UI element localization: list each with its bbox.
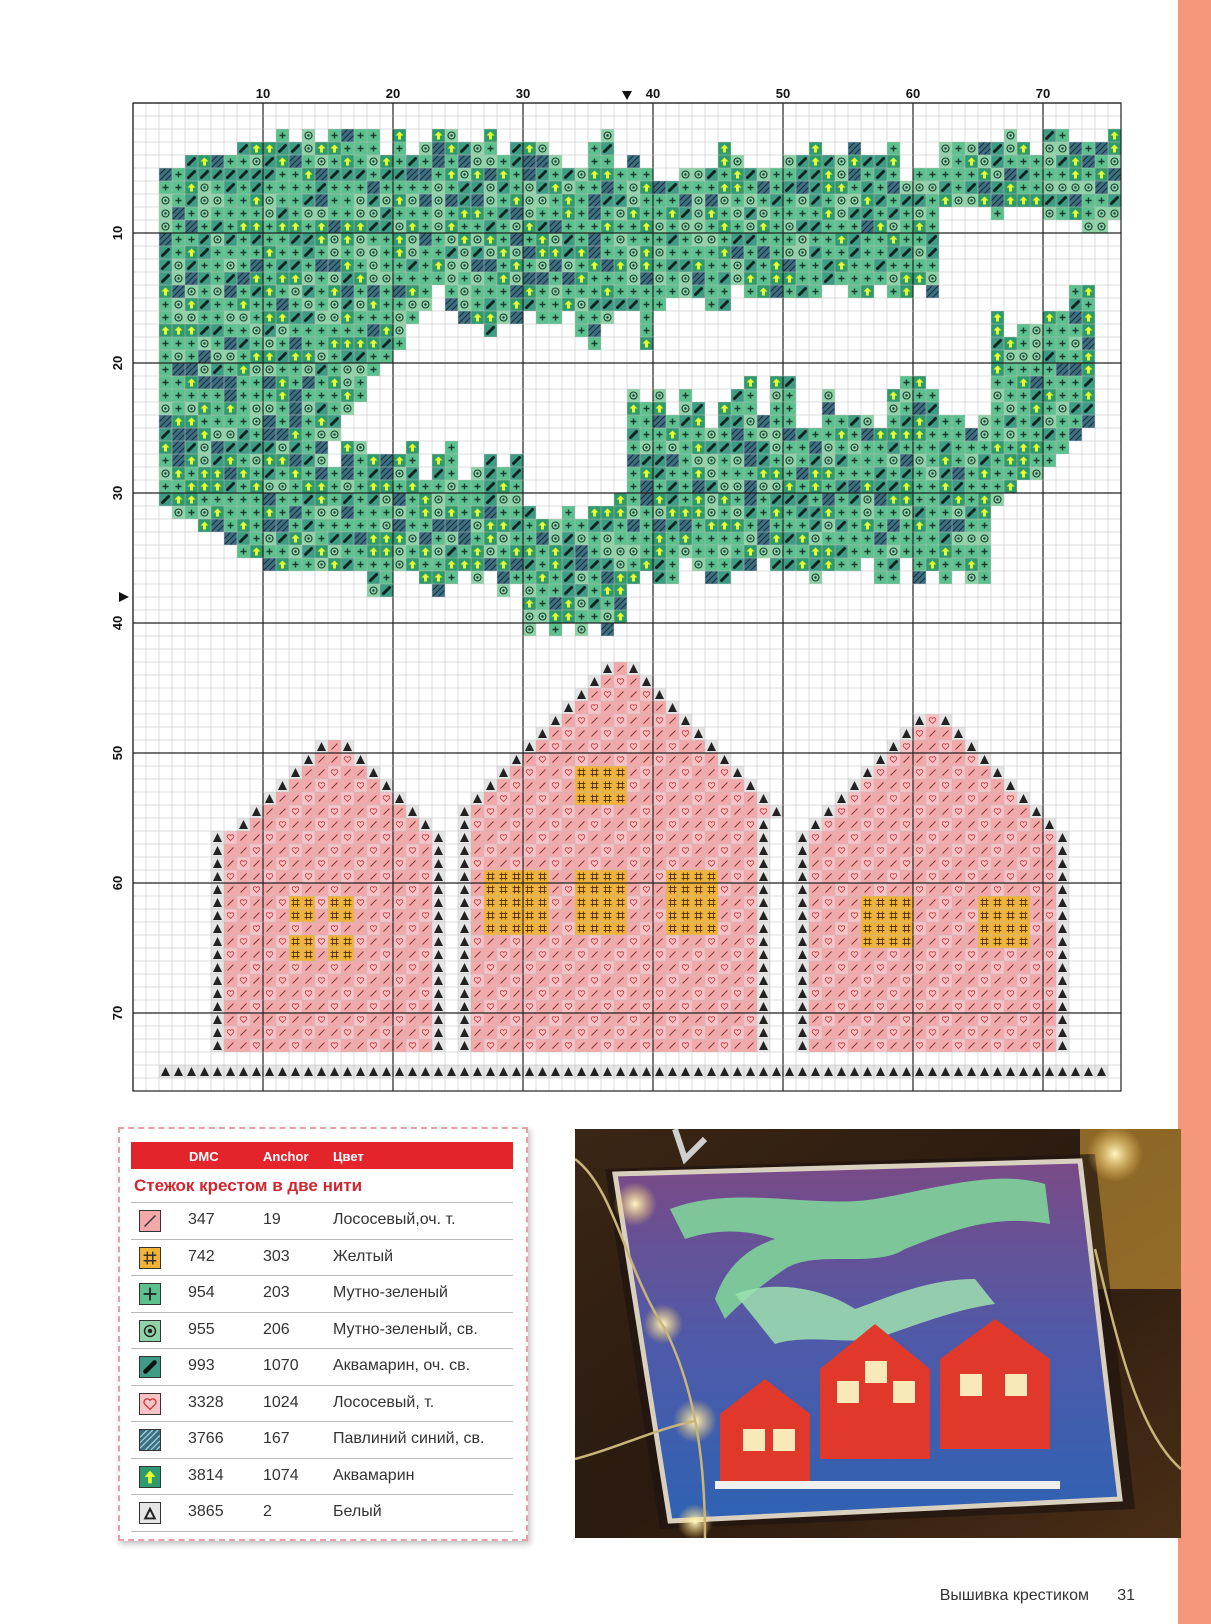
legend-row xyxy=(131,1385,513,1422)
anchor-code: 1024 xyxy=(263,1393,299,1411)
color-key xyxy=(118,1127,528,1541)
legend-header xyxy=(131,1142,513,1169)
hash-icon xyxy=(139,1247,161,1269)
finished-embroidery-photo xyxy=(575,1129,1181,1538)
legend-row xyxy=(131,1421,513,1458)
dmc-code: 3766 xyxy=(188,1430,224,1447)
x-tick-label: 10 xyxy=(255,86,271,101)
header-anchor: Anchor xyxy=(263,1149,309,1164)
legend-row xyxy=(131,1239,513,1276)
x-tick-label: 60 xyxy=(905,86,921,101)
y-tick-label: 10 xyxy=(110,225,125,241)
color-name: Желтый xyxy=(333,1247,394,1265)
legend-row xyxy=(131,1494,513,1532)
legend-row xyxy=(131,1202,513,1239)
page-number: 31 xyxy=(1117,1587,1135,1604)
color-name: Мутно-зеленый xyxy=(333,1284,448,1301)
legend-subtitle: Стежок крестом в две нити xyxy=(134,1176,363,1195)
dmc-code: 954 xyxy=(188,1284,215,1301)
dmc-code: 347 xyxy=(188,1211,215,1228)
anchor-code: 1070 xyxy=(263,1357,299,1374)
y-tick-label: 50 xyxy=(110,745,125,761)
y-tick-label: 60 xyxy=(110,875,125,891)
anchor-code: 303 xyxy=(263,1247,290,1265)
heart-icon xyxy=(139,1393,161,1415)
page-edge-accent xyxy=(1178,0,1211,1624)
color-name: Белый xyxy=(333,1503,382,1520)
dmc-code: 3814 xyxy=(188,1466,224,1484)
anchor-code: 2 xyxy=(263,1503,272,1520)
arrow-up-icon xyxy=(139,1466,161,1488)
legend-row xyxy=(131,1312,513,1349)
dmc-code: 3328 xyxy=(188,1393,224,1411)
color-name: Аквамарин xyxy=(333,1466,415,1484)
dmc-code: 993 xyxy=(188,1357,215,1374)
dmc-code: 955 xyxy=(188,1320,215,1338)
center-marker-top xyxy=(622,91,632,100)
anchor-code: 19 xyxy=(263,1211,281,1228)
legend-row xyxy=(131,1275,513,1312)
stripes-icon xyxy=(139,1429,161,1451)
anchor-code: 206 xyxy=(263,1320,290,1338)
color-name: Павлиний синий, св. xyxy=(333,1430,485,1447)
dmc-code: 742 xyxy=(188,1247,215,1265)
x-tick-label: 70 xyxy=(1035,86,1051,101)
triangle-icon xyxy=(139,1502,161,1524)
legend-rows xyxy=(131,1202,513,1532)
x-tick-label: 20 xyxy=(385,86,401,101)
anchor-code: 203 xyxy=(263,1284,290,1301)
y-tick-label: 20 xyxy=(110,355,125,371)
header-color: Цвет xyxy=(333,1149,364,1164)
ring-dot-icon xyxy=(139,1320,161,1342)
y-tick-label: 30 xyxy=(110,485,125,501)
pill-icon xyxy=(139,1356,161,1378)
y-tick-label: 70 xyxy=(110,1005,125,1021)
section-title: Вышивка крестиком xyxy=(939,1587,1089,1604)
anchor-code: 1074 xyxy=(263,1466,299,1484)
dmc-code: 3865 xyxy=(188,1503,224,1520)
legend-row xyxy=(131,1348,513,1385)
y-tick-label: 40 xyxy=(110,615,125,631)
slash-icon xyxy=(139,1210,161,1232)
color-name: Лососевый,оч. т. xyxy=(333,1211,456,1228)
x-tick-label: 30 xyxy=(515,86,531,101)
x-tick-label: 50 xyxy=(775,86,791,101)
cross-stitch-chart xyxy=(98,80,1138,1105)
center-marker-left xyxy=(119,592,129,602)
anchor-code: 167 xyxy=(263,1430,290,1447)
x-tick-label: 40 xyxy=(645,86,661,101)
legend-row xyxy=(131,1458,513,1495)
header-dmc: DMC xyxy=(189,1149,219,1164)
plus-icon xyxy=(139,1283,161,1305)
color-name: Мутно-зеленый, св. xyxy=(333,1320,478,1338)
color-name: Аквамарин, оч. св. xyxy=(333,1357,471,1374)
color-name: Лососевый, т. xyxy=(333,1393,435,1411)
